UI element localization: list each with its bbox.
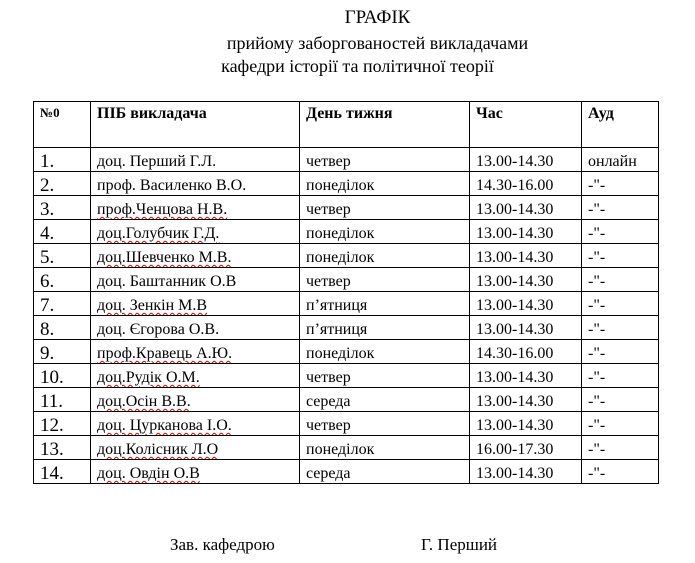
room: -"- <box>582 268 659 292</box>
teacher-name: доц. Перший Г.Л. <box>91 148 300 172</box>
day-of-week: середа <box>300 460 470 484</box>
teacher-name-text: доц.Шевченко М.В. <box>97 249 232 266</box>
room: -"- <box>582 196 659 220</box>
time-slot: 14.30-16.00 <box>470 340 582 364</box>
time-slot: 13.00-14.30 <box>470 244 582 268</box>
row-number: 9. <box>34 340 91 364</box>
day-of-week: понеділок <box>300 220 470 244</box>
room: -"- <box>582 244 659 268</box>
day-of-week: четвер <box>300 364 470 388</box>
room: -"- <box>582 172 659 196</box>
table-row <box>34 364 659 388</box>
room: -"- <box>582 220 659 244</box>
schedule-table <box>33 101 659 484</box>
teacher-name <box>91 292 300 316</box>
row-number: 2. <box>34 172 91 196</box>
time-slot: 13.00-14.30 <box>470 148 582 172</box>
table-row <box>34 316 659 340</box>
row-number: 13. <box>34 436 91 460</box>
row-number: 12. <box>34 412 91 436</box>
table-row <box>34 172 659 196</box>
room: -"- <box>582 340 659 364</box>
table-row <box>34 244 659 268</box>
row-number: 6. <box>34 268 91 292</box>
time-slot: 13.00-14.30 <box>470 460 582 484</box>
column-header-day: День тижня <box>300 102 470 148</box>
teacher-name <box>91 388 300 412</box>
day-of-week: понеділок <box>300 244 470 268</box>
document-subtitle-line2: кафедри історії та політичної теорії <box>221 56 494 76</box>
row-number: 7. <box>34 292 91 316</box>
department-head-name: Г. Перший <box>421 535 498 554</box>
table-row <box>34 196 659 220</box>
time-slot: 13.00-14.30 <box>470 196 582 220</box>
row-number: 4. <box>34 220 91 244</box>
time-slot: 13.00-14.30 <box>470 220 582 244</box>
teacher-name <box>91 244 300 268</box>
row-number: 11. <box>34 388 91 412</box>
table-row <box>34 388 659 412</box>
row-number: 8. <box>34 316 91 340</box>
table-row <box>34 460 659 484</box>
table-row <box>34 268 659 292</box>
time-slot: 13.00-14.30 <box>470 268 582 292</box>
teacher-name: доц. Баштанник О.В <box>91 268 300 292</box>
table-row <box>34 220 659 244</box>
column-header-number: №0 <box>34 102 91 148</box>
teacher-name <box>91 196 300 220</box>
row-number: 5. <box>34 244 91 268</box>
teacher-name: доц. Єгорова О.В. <box>91 316 300 340</box>
teacher-name-text: доц. Овдін О.В <box>97 465 200 482</box>
room: -"- <box>582 436 659 460</box>
time-slot: 14.30-16.00 <box>470 172 582 196</box>
day-of-week: середа <box>300 388 470 412</box>
day-of-week: четвер <box>300 196 470 220</box>
document-subtitle-line1: прийому заборгованостей викладачами <box>226 33 529 53</box>
teacher-name: проф. Василенко В.О. <box>91 172 300 196</box>
time-slot: 13.00-14.30 <box>470 388 582 412</box>
time-slot: 13.00-14.30 <box>470 412 582 436</box>
teacher-name-text: доц.Колісник Л.О <box>97 441 219 458</box>
teacher-name-text: доц.Голубчик Г.Д. <box>97 225 220 242</box>
teacher-name-text: доц. Зенкін М.В <box>97 297 208 314</box>
teacher-name-text: проф.Кравець А.Ю. <box>97 345 233 362</box>
row-number: 1. <box>34 148 91 172</box>
table-row <box>34 436 659 460</box>
table-row <box>34 292 659 316</box>
teacher-name <box>91 364 300 388</box>
time-slot: 13.00-14.30 <box>470 292 582 316</box>
row-number: 3. <box>34 196 91 220</box>
column-header-room: Ауд <box>582 102 659 148</box>
day-of-week: понеділок <box>300 436 470 460</box>
day-of-week: п’ятниця <box>300 316 470 340</box>
teacher-name <box>91 436 300 460</box>
table-row <box>34 148 659 172</box>
teacher-name-text: доц.Осін В.В. <box>97 393 191 410</box>
room: -"- <box>582 292 659 316</box>
room: -"- <box>582 412 659 436</box>
row-number: 14. <box>34 460 91 484</box>
time-slot: 13.00-14.30 <box>470 364 582 388</box>
room: -"- <box>582 316 659 340</box>
teacher-name <box>91 340 300 364</box>
table-row <box>34 340 659 364</box>
teacher-name-text: проф.Ченцова Н.В. <box>97 201 228 218</box>
day-of-week: четвер <box>300 412 470 436</box>
row-number: 10. <box>34 364 91 388</box>
column-header-name: ПІБ викладача <box>91 102 300 148</box>
column-header-time: Час <box>470 102 582 148</box>
teacher-name <box>91 220 300 244</box>
teacher-name <box>91 412 300 436</box>
time-slot: 13.00-14.30 <box>470 316 582 340</box>
room: -"- <box>582 364 659 388</box>
department-head-label: Зав. кафедрою <box>170 535 275 554</box>
table-row <box>34 412 659 436</box>
day-of-week: четвер <box>300 268 470 292</box>
teacher-name <box>91 460 300 484</box>
day-of-week: понеділок <box>300 172 470 196</box>
day-of-week: п’ятниця <box>300 292 470 316</box>
teacher-name-text: доц.Рудік О.М. <box>97 369 200 386</box>
time-slot: 16.00-17.30 <box>470 436 582 460</box>
day-of-week: понеділок <box>300 340 470 364</box>
document-title: ГРАФІК <box>344 7 411 28</box>
room: онлайн <box>582 148 659 172</box>
teacher-name-text: доц. Цурканова І.О. <box>97 417 232 434</box>
day-of-week: четвер <box>300 148 470 172</box>
room: -"- <box>582 460 659 484</box>
room: -"- <box>582 388 659 412</box>
table-header-row <box>34 102 659 148</box>
